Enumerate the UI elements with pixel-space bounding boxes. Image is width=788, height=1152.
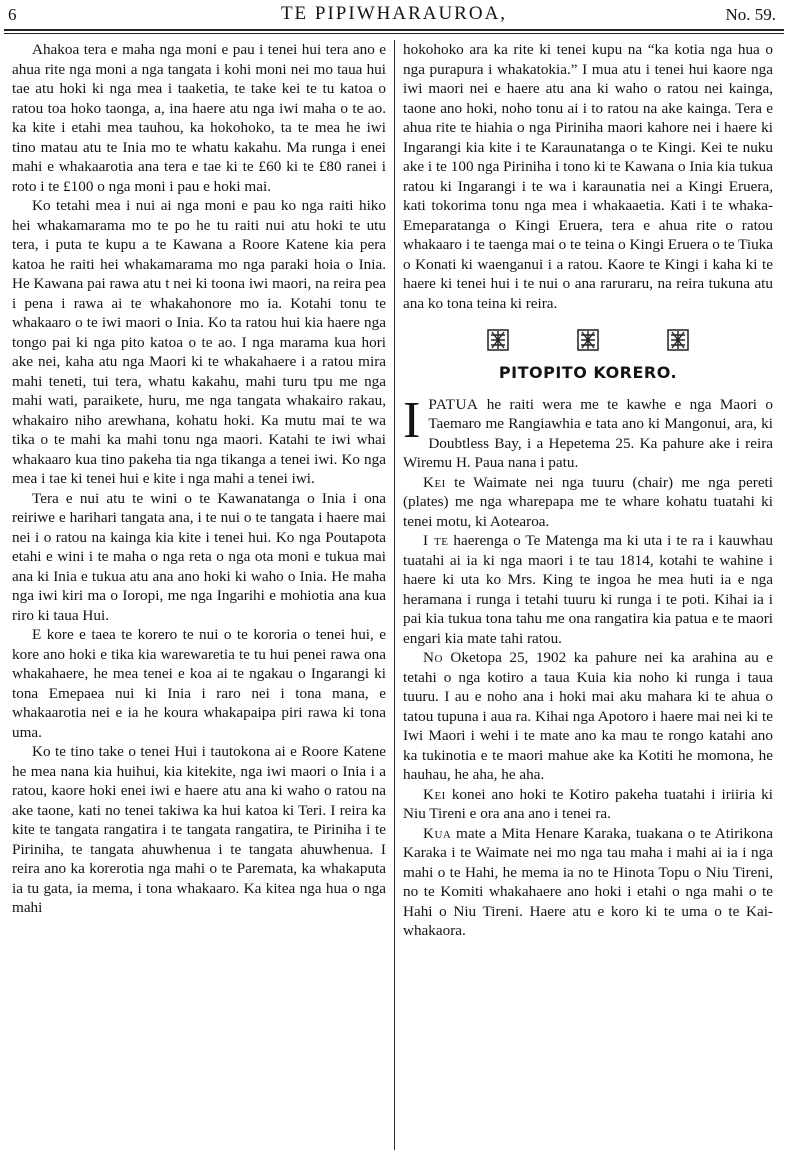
ornament-row	[403, 329, 773, 351]
news-item	[403, 648, 773, 785]
left-column	[12, 40, 386, 918]
fern-ornament-icon	[577, 329, 599, 351]
fern-ornament-icon	[487, 329, 509, 351]
news-lead: No	[423, 649, 443, 666]
news-lead: I te	[423, 532, 449, 549]
fern-ornament-icon	[667, 329, 689, 351]
news-item	[403, 531, 773, 648]
news-lead: Kei	[423, 785, 446, 803]
header-rule	[4, 29, 784, 31]
news-text: Oketopa 25, 1902 ka pahure nei ka arahina au e tetahi o nga kotiro a taua Kuia kia noho ki runga i taua tuuru. I au e noho ana i hoki mai aku mahara ki te ahua o tatou tupuna i aua ra. Kihai nga Apotoro i haere mai nei ki te Iwi Maori i wehi i te mate ano ka mau te rongo katahi ano ka tukinotia e te maori mahue ake ka Kotiti he momona, he hauhau, he aha, he aha.	[403, 649, 773, 783]
news-item	[403, 785, 773, 824]
issue-number: No. 59.	[725, 5, 776, 24]
news-lead: Kei	[423, 473, 446, 491]
column-divider	[394, 40, 395, 1150]
news-item	[403, 473, 773, 532]
drop-cap: I	[403, 391, 421, 449]
paragraph: hokohoko ara ka rite ki tenei kupu na “ka kotia nga hua o nga purapura i whakatokia.” I mua atu i tenei hui kaore nga iwi maori nei e haere atu ana ki waho o ratou nei kainga, taone ano hoki, noho tonu ai i to ratou na ake kainga. Tera e ahua rite te hiahia o nga Piriniha maori kahore nei i haere ki Ingarangi kia kite i te Karaunatanga o te Kingi. Kei te nuku ake i te 100 nga Piriniha i tono ki te Kawana o Inia kia tukua ratou ki Ingarangi i te wa i karaunatia nei a Kingi Eruera, kati tokorima tonu nga mea i whakaaetia. Kati i te whaka-Emeparatanga o Kingi Eruera, tera e ahua rite o ratou whakaaro i te taenga mai o te teina o Kingi Eruera o te Tiuka o Konati ki waenganui i a ratou. Kaore te Kingi i kaha ki te haere ki tenei hui i te nui o ana raruraru, na reira tukuna atu ana ko tona teina ki reira.	[403, 41, 773, 312]
header-rule-thin	[4, 33, 784, 34]
news-lead: Kua	[423, 824, 452, 842]
news-text: haerenga o Te Matenga ma ki uta i te ra i kauwhau tuatahi ai ia ki nga maori i te tau 1814, kotahi te wahine i haere ki uta ko Mrs. King te ingoa he mea huti ia e nga heramana i runga i tetahi tuuru ki runga i te poti. Kihai ia i pai kia tukua tona tahu me ona rangatira kia patua e te maori engari kia mate tahi ratou.	[403, 532, 773, 647]
news-item	[403, 824, 773, 941]
news-text: te Waimate nei nga tuuru (chair) me nga pereti (plates) me nga wharepapa me te whare kohatu tuatahi ki tenei motu, ki Aotearoa.	[403, 473, 773, 530]
page-header	[0, 0, 788, 34]
paragraph: Ahakoa tera e maha nga moni e pau i tenei hui tera ano e ahua rite nga moni a nga tangata i kohi moni nei mo taua hui tae atu hoki ki nga mea i taaketia, te take kei te tu katoa o ratou toa hoko taonga, a, ina haere atu nga iwi maha o te ao. ka kite i etahi mea tauhou, ka hokohoko, ta te mea he iwi tino matau atu te Inia mo te whatu kakahu. Ma runga i enei mahi e whakaarotia ana tera e tae ki te £60 ki te £80 ranei i roto i te £100 o nga moni i pau e hoki mai.	[12, 41, 386, 195]
news-item	[403, 391, 773, 473]
paragraph: E kore e taea te korero te nui o te kororia o tenei hui, e kore ano hoki e tika kia warewaretia te tu hui penei rawa ona whakahaere, he mea tenei e koa ai te ngakau o Ingarangi ki tona Emepaea nui ki Inia i raro nei i tona mana, e whakaarotia nei e ia he koura whakapaipa piri rawa ki tona uma.	[12, 626, 386, 741]
right-column	[403, 40, 773, 941]
news-text: mate a Mita Henare Karaka, tuakana o te Atirikona Karaka i te Waimate nei mo nga tau maha i mahi ai ia i nga mahi o te Hahi, he mema ia no te Hinota Topu o Niu Tireni, no te Komiti whakahaere ano hoki i etahi o nga mahi o te Hahi o Niu Tireni. Haere atu e koro ki te uma o te Kai-whakaora.	[403, 824, 773, 939]
paragraph: Ko te tino take o tenei Hui i tautokona ai e Roore Katene he mea nana kia huihui, kia kitekite, nga iwi maori o Inia i a ratou, kaore hoki enei iwi e haere atu ana ki waho o ratou na ake taone, kati no tenei takiwa ka hui katoa ki Teri. I reira ka kite te tangata rangatira i te tangata rangatira, te Piriniha i te Piriniha, te tangata ahuwhenua i te tangata ahuwhenua. I reira ano ka korerotia nga mahi o te Paremata, ka whakaputa ia tu gata, ia mema, i tona whakaaro. Ka kitea nga hua o nga mahi	[12, 743, 386, 916]
news-text: he raiti wera me te kawhe e nga Maori o Taemaro me Rangiawhia e tata ano ki Mangonui, ara, ki Doubtless Bay, i a Hepetema 25. Ka pahure ake i reira Wiremu H. Paua nana i patu.	[403, 395, 773, 471]
news-lead: PATUA	[428, 395, 479, 413]
page-number: 6	[8, 5, 17, 24]
newspaper-title: TE PIPIWHARAUROA,	[280, 3, 508, 24]
paragraph: Tera e nui atu te wini o te Kawanatanga o Inia i ona reiriwe e harihari tangata ana, i te nui o te tangata i haere mai nei i o ratou na kainga kia kite i tenei hui. Ko nga Poutapota etahi e wini i te maha o nga reta o nga ota moni e tukua mai ana ki Inia e tukua atu ana ano hoki ki waho o Inia. He maha nga iwi kiri ma o Ioropi, me nga Ingarihi e mohiotia ana kua riro ki taua Hui.	[12, 489, 386, 624]
paragraph: Ko tetahi mea i nui ai nga moni e pau ko nga raiti hiko hei whakamarama mo te po he tu raiti nui atu hoki te utu tera, i puta te kupu a te Kawana a Roore Katene kia pera katoa he raiti hei whakamarama mo nga paraki hoia o Inia. He Kawana pai rawa atu t nei ki toona iwi maori, na reira pea i pena i rawa ai te whakahonore mo ia. Kotahi tonu te whakaaro o te iwi maori o Inia. Ko ta ratou hui kia haere nga tongo pai ki nga pito katoa o te ao. I nga marama kua hori ake nei, kaha atu nga Maori ki te whakahaere i a ratou mira mahi teneti, tui tera, whatu kakahu, mahi turu tpu me nga mahi wati, paraikete, huru, me nga tangata whakairo rakau, whakairo niho arewhana, kohatu hoki. Ka mutu mai te wa tika o te mahi ka mahi tonu nga maori. Katahi te iwi whai whakaaro kua tino pakeha tia nga tikanga a tenei iwi. Ko nga mea i tae ki tenei hui e kite i nga mahi a tenei iwi.	[12, 197, 386, 487]
section-heading: PITOPITO KORERO.	[498, 363, 678, 382]
news-text: konei ano hoki te Kotiro pakeha tuatahi i iriiria ki Niu Tireni e ora ana ano i tenei ra.	[403, 785, 773, 822]
